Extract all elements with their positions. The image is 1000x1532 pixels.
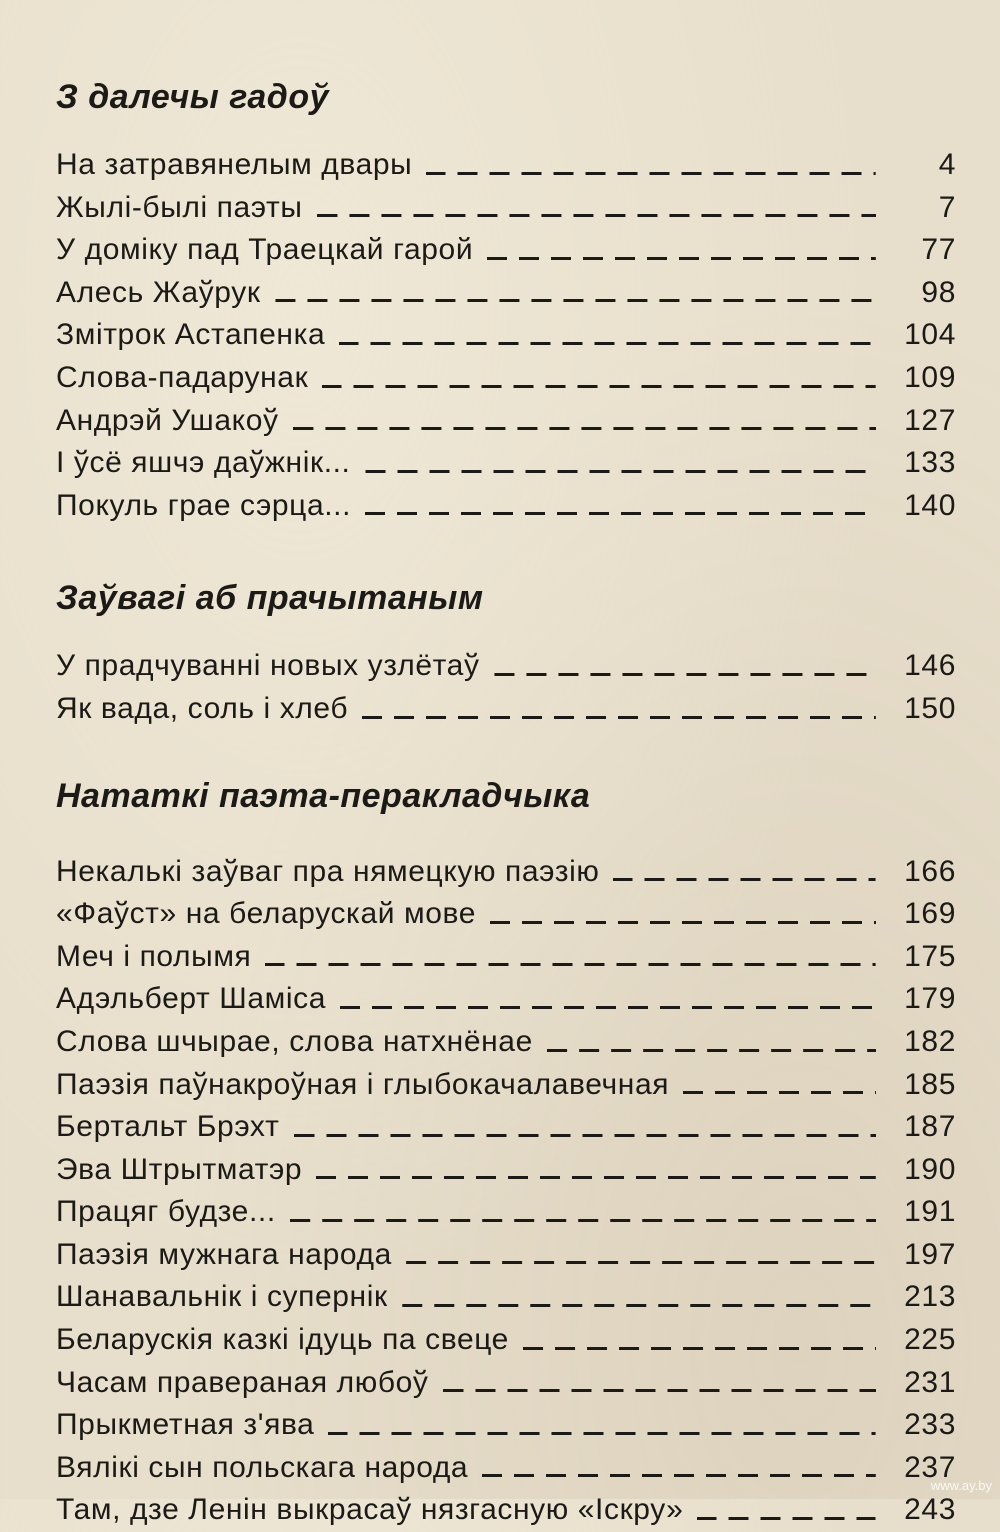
entry-title: Алесь Жаўрук: [56, 275, 261, 309]
contents-entry: [56, 1234, 956, 1277]
page-number: 104: [904, 318, 956, 352]
section-heading: З далечы гадоў: [56, 78, 330, 116]
spacer: [56, 52, 956, 72]
spacer: [56, 122, 956, 144]
page-number: 225: [904, 1323, 956, 1357]
dash-leader: [322, 385, 876, 388]
contents-entry: [56, 357, 956, 400]
page-number: 77: [921, 233, 956, 267]
dash-leader: [547, 1049, 876, 1052]
page-number: 231: [904, 1365, 956, 1399]
spacer: [56, 731, 956, 771]
entry-title: Беларускія казкі ідуць па свеце: [56, 1323, 509, 1357]
entry-title: Паэзія паўнакроўная і глыбокачалавечная: [56, 1067, 670, 1101]
contents-entry: [56, 893, 956, 936]
contents-entry: [56, 442, 956, 485]
page-number: 166: [904, 854, 956, 888]
dash-leader: [365, 470, 877, 473]
dash-leader: [426, 172, 876, 175]
dash-leader: [362, 716, 876, 719]
page-number: 127: [904, 403, 956, 437]
entry-title: Часам правераная любоў: [56, 1365, 429, 1399]
page-number: 4: [938, 148, 956, 181]
page-number: 169: [904, 897, 956, 931]
contents-entry: [56, 1021, 956, 1064]
page-number: 150: [904, 691, 956, 725]
page-number: 7: [938, 190, 956, 224]
contents-entry: [56, 1106, 956, 1149]
page-number: 182: [904, 1024, 956, 1058]
dash-leader: [482, 1474, 876, 1477]
section-heading: Нататкі паэта-перакладчыка: [56, 776, 591, 815]
page-number: 175: [904, 939, 956, 973]
entry-title: Вялікі сын польскага народа: [56, 1450, 469, 1484]
entry-title: Адэльберт Шаміса: [56, 982, 327, 1016]
contents-entry: [56, 1362, 956, 1405]
entry-title: Слова-падарунак: [56, 360, 309, 394]
dash-leader: [294, 1134, 877, 1137]
contents-list: [56, 645, 956, 730]
entry-title: Шанавальнік і супернік: [56, 1280, 388, 1314]
entry-title: І ўсё яшчэ даўжнік...: [56, 446, 351, 480]
entry-title: Эва Штрытматэр: [56, 1152, 303, 1186]
dash-leader: [365, 512, 876, 515]
contents-entry: [56, 1319, 956, 1362]
entry-title: Жылі-былі паэты: [56, 190, 303, 224]
contents-entry: [56, 1489, 956, 1532]
contents-entry: [56, 1276, 956, 1319]
contents-list: [56, 851, 956, 1532]
page-number: 213: [904, 1280, 956, 1314]
spacer: [56, 623, 956, 645]
contents-entry: [56, 1447, 956, 1490]
dash-leader: [683, 1091, 876, 1094]
page-number: 243: [904, 1493, 956, 1527]
dash-leader: [402, 1304, 876, 1307]
dash-leader: [339, 342, 876, 345]
page-number: 146: [904, 649, 956, 683]
page-number: 140: [904, 488, 956, 522]
dash-leader: [490, 921, 876, 924]
contents-entry: [56, 485, 956, 528]
page-number: 98: [921, 275, 956, 309]
spacer: [56, 527, 956, 573]
entry-title: Меч і полымя: [56, 939, 252, 973]
dash-leader: [406, 1261, 876, 1264]
dash-leader: [317, 214, 876, 217]
contents-entry: [56, 1404, 956, 1447]
entry-title: У доміку пад Траецкай гарой: [56, 233, 474, 267]
dash-leader: [697, 1517, 876, 1520]
watermark: www.ay.by: [930, 1478, 992, 1493]
contents-entry: [56, 314, 956, 357]
entry-title: У прадчуванні новых узлётаў: [56, 649, 480, 683]
dash-leader: [523, 1347, 876, 1350]
dash-leader: [340, 1006, 876, 1009]
contents-entry: [56, 645, 956, 688]
page-number: 185: [904, 1067, 956, 1101]
entry-title: Прыкметная з'ява: [56, 1408, 315, 1442]
dash-leader: [443, 1389, 877, 1392]
entry-title: Андрэй Ушакоў: [56, 403, 279, 437]
dash-leader: [328, 1432, 876, 1435]
entry-title: На затравянелым двары: [56, 148, 413, 181]
dash-leader: [275, 299, 876, 302]
entry-title: Бертальт Брэхт: [56, 1110, 280, 1144]
page-number: 237: [904, 1450, 956, 1484]
section-heading: Заўвагі аб прачытаным: [56, 579, 484, 618]
dash-leader: [293, 427, 876, 430]
page-number: 109: [904, 360, 956, 394]
page-number: 197: [904, 1237, 956, 1271]
contents-entry: [56, 1064, 956, 1107]
contents-entry: [56, 272, 956, 315]
dash-leader: [265, 963, 876, 966]
entry-title: Некалькі заўваг пра нямецкую паэзію: [56, 854, 600, 888]
contents-list: [56, 144, 956, 527]
contents-entry: [56, 144, 956, 187]
entry-title: Покуль грае сэрца...: [56, 488, 352, 522]
spacer: [56, 821, 956, 851]
table-of-contents: [56, 52, 956, 1532]
dash-leader: [487, 257, 876, 260]
contents-entry: [56, 978, 956, 1021]
entry-title: Як вада, соль і хлеб: [56, 691, 349, 725]
contents-entry: [56, 229, 956, 272]
entry-title: Там, дзе Ленін выкрасаў нязгасную «Іскру»: [56, 1493, 684, 1527]
entry-title: «Фаўст» на беларускай мове: [56, 897, 477, 931]
contents-entry: [56, 1191, 956, 1234]
dash-leader: [613, 878, 876, 881]
entry-title: Слова шчырае, слова натхнёнае: [56, 1024, 533, 1058]
contents-entry: [56, 1149, 956, 1192]
page-number: 191: [904, 1195, 956, 1229]
contents-entry: [56, 936, 956, 979]
entry-title: Паэзія мужнага народа: [56, 1237, 392, 1271]
page-number: 133: [904, 446, 956, 480]
page-number: 179: [904, 982, 956, 1016]
dash-leader: [316, 1176, 876, 1179]
contents-entry: [56, 400, 956, 443]
dash-leader: [494, 673, 876, 676]
page-number: 233: [904, 1408, 956, 1442]
page-number: 187: [904, 1110, 956, 1144]
contents-entry: [56, 851, 956, 894]
entry-title: Працяг будзе...: [56, 1195, 276, 1229]
contents-entry: [56, 187, 956, 230]
page-number: 190: [904, 1152, 956, 1186]
dash-leader: [290, 1219, 876, 1222]
contents-entry: [56, 688, 956, 731]
entry-title: Змітрок Астапенка: [56, 318, 326, 352]
